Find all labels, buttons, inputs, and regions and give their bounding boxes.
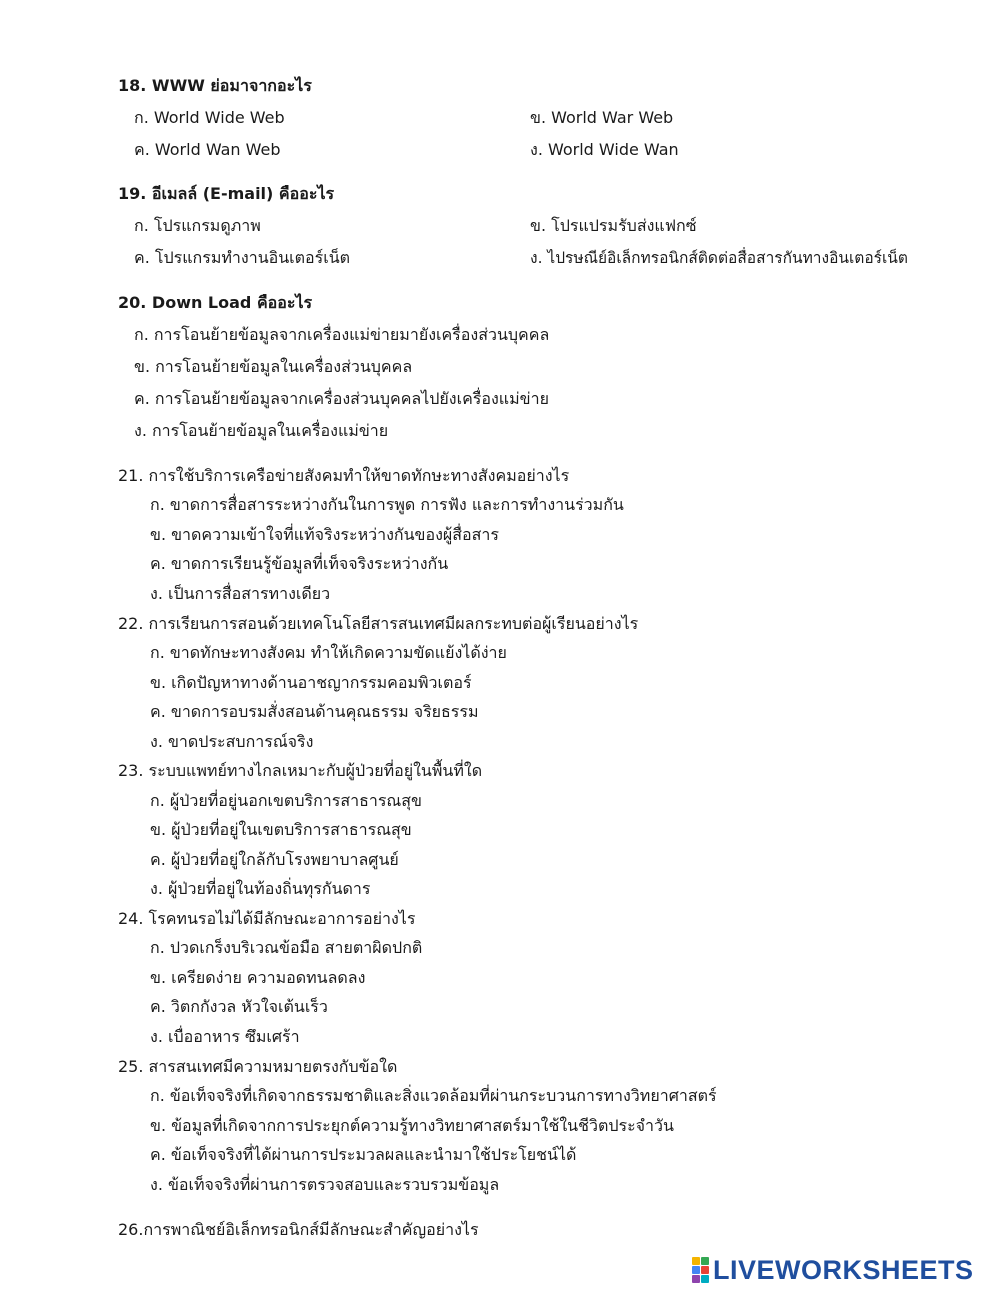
question-19-option-a: ก. โปรแกรมดูภาพ bbox=[134, 216, 261, 235]
question-18-option-c: ค. World Wan Web bbox=[134, 140, 281, 159]
question-25-option-b: ข. ข้อมูลที่เกิดจากการประยุกต์ความรู้ทางวิทยาศาสตร์มาใช้ในชีวิตประจำวัน bbox=[150, 1116, 674, 1135]
question-18-option-d: ง. World Wide Wan bbox=[530, 140, 679, 159]
question-22-option-a: ก. ขาดทักษะทางสังคม ทำให้เกิดความขัดแย้งได้ง่าย bbox=[150, 643, 507, 662]
question-23-option-d: ง. ผู้ป่วยที่อยู่ในท้องถิ่นทุรกันดาร bbox=[150, 879, 371, 898]
logo-block bbox=[692, 1257, 700, 1265]
question-19-option-d: ง. ไปรษณีย์อิเล็กทรอนิกส์ติดต่อสื่อสารกันทางอินเตอร์เน็ต bbox=[530, 249, 908, 267]
question-20-option-c: ค. การโอนย้ายข้อมูลจากเครื่องส่วนบุคคลไปยังเครื่องแม่ข่าย bbox=[134, 389, 549, 408]
question-18-option-a: ก. World Wide Web bbox=[134, 108, 285, 127]
question-22-option-c: ค. ขาดการอบรมสั่งสอนด้านคุณธรรม จริยธรรม bbox=[150, 702, 479, 721]
question-20-title: 20. Down Load คืออะไร bbox=[118, 293, 313, 312]
question-24-option-c: ค. วิตกกังวล หัวใจเต้นเร็ว bbox=[150, 997, 328, 1016]
question-21-option-b: ข. ขาดความเข้าใจที่แท้จริงระหว่างกันของผู้สื่อสาร bbox=[150, 525, 499, 544]
question-20-option-d: ง. การโอนย้ายข้อมูลในเครื่องแม่ข่าย bbox=[134, 421, 389, 440]
logo-block bbox=[692, 1266, 700, 1274]
question-23-option-a: ก. ผู้ป่วยที่อยู่นอกเขตบริการสาธารณสุข bbox=[150, 791, 422, 810]
question-24-option-d: ง. เบื่ออาหาร ซึมเศร้า bbox=[150, 1027, 300, 1046]
logo-text: LIVEWORKSHEETS bbox=[713, 1255, 974, 1285]
liveworksheets-logo[interactable] bbox=[692, 1256, 974, 1284]
question-19-option-c: ค. โปรแกรมทำงานอินเตอร์เน็ต bbox=[134, 248, 351, 267]
logo-block bbox=[701, 1275, 709, 1283]
question-23-option-b: ข. ผู้ป่วยที่อยู่ในเขตบริการสาธารณสุข bbox=[150, 820, 412, 839]
question-24-option-a: ก. ปวดเกร็งบริเวณข้อมือ สายตาผิดปกติ bbox=[150, 938, 423, 957]
question-22-option-d: ง. ขาดประสบการณ์จริง bbox=[150, 732, 314, 751]
question-25-option-c: ค. ข้อเท็จจริงที่ได้ผ่านการประมวลผลและนำมาใช้ประโยชน์ได้ bbox=[150, 1145, 577, 1164]
question-21-title: 21. การใช้บริการเครือข่ายสังคมทำให้ขาดทักษะทางสังคมอย่างไร bbox=[118, 466, 570, 485]
question-24-title: 24. โรคทนรอไม่ได้มีลักษณะอาการอย่างไร bbox=[118, 909, 416, 928]
question-22-title: 22. การเรียนการสอนด้วยเทคโนโลยีสารสนเทศมีผลกระทบต่อผู้เรียนอย่างไร bbox=[118, 614, 639, 633]
question-23-title: 23. ระบบแพทย์ทางไกลเหมาะกับผู้ป่วยที่อยู่ในพื้นที่ใด bbox=[118, 761, 483, 780]
question-18-option-b: ข. World War Web bbox=[530, 108, 674, 127]
question-24-option-b: ข. เครียดง่าย ความอดทนลดลง bbox=[150, 968, 366, 987]
logo-block bbox=[701, 1257, 709, 1265]
question-25-title: 25. สารสนเทศมีความหมายตรงกับข้อใด bbox=[118, 1057, 398, 1076]
question-25-option-d: ง. ข้อเท็จจริงที่ผ่านการตรวจสอบและรวบรวมข้อมูล bbox=[150, 1175, 500, 1194]
question-26-title: 26.การพาณิชย์อิเล็กทรอนิกส์มีลักษณะสำคัญอย่างไร bbox=[118, 1220, 479, 1239]
question-21-option-d: ง. เป็นการสื่อสารทางเดียว bbox=[150, 584, 331, 603]
question-19-title: 19. อีเมลล์ (E-mail) คืออะไร bbox=[118, 184, 335, 203]
logo-block bbox=[692, 1275, 700, 1283]
question-18-title: 18. WWW ย่อมาจากอะไร bbox=[118, 76, 312, 95]
question-20-option-b: ข. การโอนย้ายข้อมูลในเครื่องส่วนบุคคล bbox=[134, 357, 413, 376]
logo-block bbox=[701, 1266, 709, 1274]
question-23-option-c: ค. ผู้ป่วยที่อยู่ใกล้กับโรงพยาบาลศูนย์ bbox=[150, 850, 399, 869]
question-19-option-b: ข. โปรแปรมรับส่งแฟกซ์ bbox=[530, 216, 697, 235]
question-25-option-a: ก. ข้อเท็จจริงที่เกิดจากธรรมชาติและสิ่งแวดล้อมที่ผ่านกระบวนการทางวิทยาศาสตร์ bbox=[150, 1086, 717, 1105]
question-21-option-c: ค. ขาดการเรียนรู้ข้อมูลที่เท็จจริงระหว่างกัน bbox=[150, 554, 449, 573]
question-21-option-a: ก. ขาดการสื่อสารระหว่างกันในการพูด การฟัง และการทำงานร่วมกัน bbox=[150, 495, 624, 514]
question-22-option-b: ข. เกิดปัญหาทางด้านอาชญากรรมคอมพิวเตอร์ bbox=[150, 673, 472, 692]
question-20-option-a: ก. การโอนย้ายข้อมูลจากเครื่องแม่ข่ายมายังเครื่องส่วนบุคคล bbox=[134, 325, 550, 344]
logo-blocks-icon bbox=[692, 1257, 709, 1283]
